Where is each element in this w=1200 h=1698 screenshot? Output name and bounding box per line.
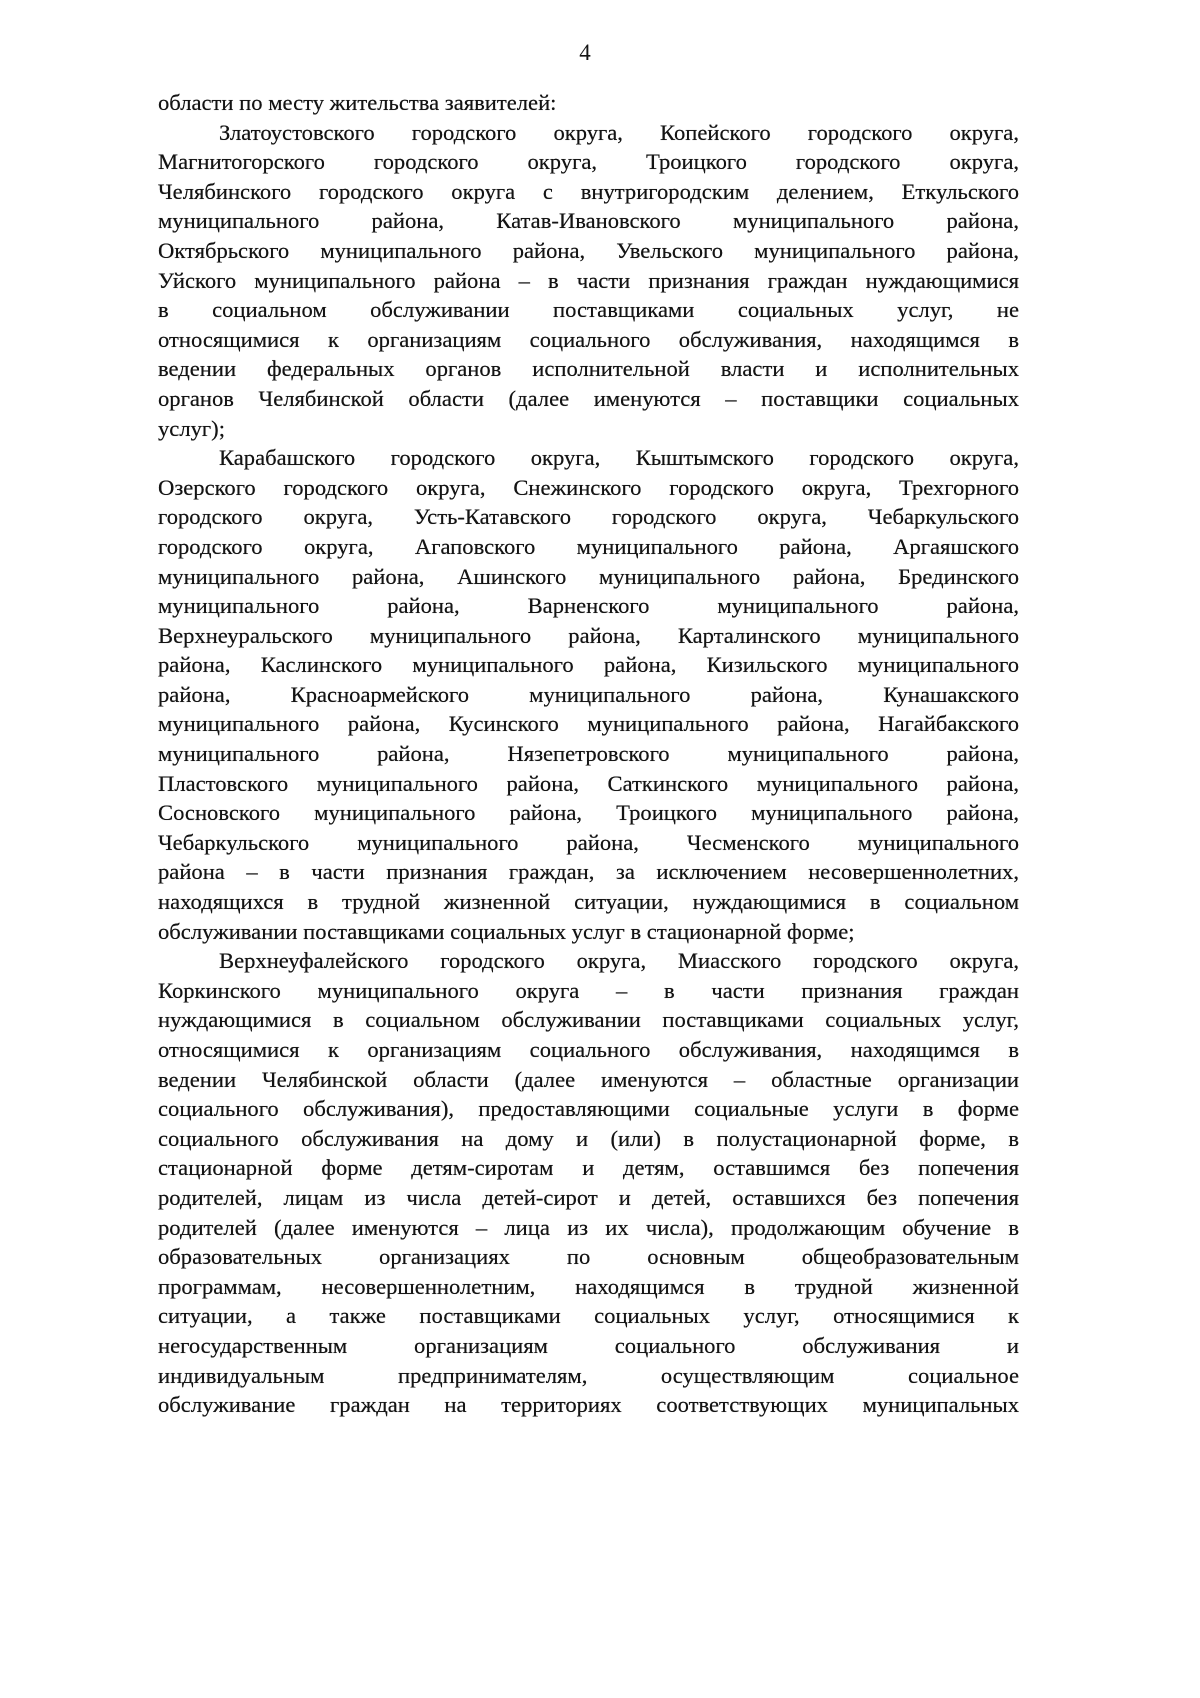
text-line: Пластовского муниципального района, Саткинского муниципального района, [158,770,1019,796]
text-line: родителей, лицам из числа детей-сирот и детей, оставшихся без попечения [158,1184,1019,1210]
page-number: 4 [579,40,591,65]
text-line: относящимися к организациям социального обслуживания, находящимся в [158,326,1019,352]
text-line: района, Красноармейского муниципального района, Кунашакского [158,681,1019,707]
text-line: области по месту жительства заявителей: [158,90,557,115]
text-line: городского округа, Усть-Катавского городского округа, Чебаркульского [158,504,1019,530]
paragraph [158,88,1019,118]
text-line: района – в части признания граждан, за исключением несовершеннолетних, [158,859,1019,885]
paragraph [158,118,1019,444]
text-line: негосударственным организациям социального обслуживания и [158,1332,1019,1358]
text-line: Сосновского муниципального района, Троицкого муниципального района, [158,800,1019,826]
text-line: муниципального района, Нязепетровского муниципального района, [158,741,1019,767]
paragraph [158,946,1019,1420]
text-line: Чебаркульского муниципального района, Чесменского муниципального [158,829,1019,855]
text-line: муниципального района, Ашинского муниципального района, Брединского [158,563,1019,589]
text-line: Челябинского городского округа с внутригородским делением, Еткульского [158,178,1019,204]
text-line: муниципального района, Кусинского муниципального района, Нагайбакского [158,711,1019,737]
text-line: Уйского муниципального района – в части признания граждан нуждающимися [158,267,1019,293]
text-line: Коркинского муниципального округа – в части признания граждан [158,977,1019,1003]
text-line: Магнитогорского городского округа, Троицкого городского округа, [158,149,1019,175]
text-line: обслуживании поставщиками социальных услуг в стационарной форме; [158,918,855,944]
text-line: городского округа, Агаповского муниципального района, Аргаяшского [158,533,1019,559]
text-line: муниципального района, Варненского муниципального района, [158,593,1019,619]
paragraph [158,443,1019,946]
text-line: ситуации, а также поставщиками социальных услуг, относящимися к [158,1303,1019,1329]
text-line: ведении Челябинской области (далее именуются – областные организации [158,1066,1019,1092]
text-line: Октябрьского муниципального района, Увельского муниципального района, [158,237,1019,263]
text-line: стационарной форме детям-сиротам и детям, оставшимся без попечения [158,1155,1019,1181]
text-line: Верхнеуральского муниципального района, Карталинского муниципального [158,622,1019,648]
text-line: находящихся в трудной жизненной ситуации, нуждающимися в социальном [158,889,1019,915]
text-line: нуждающимися в социальном обслуживании поставщиками социальных услуг, [158,1007,1019,1033]
text-line: родителей (далее именуются – лица из их числа), продолжающим обучение в [158,1214,1019,1240]
text-line: района, Каслинского муниципального района, Кизильского муниципального [158,652,1019,678]
text-line: Верхнеуфалейского городского округа, Миасского городского округа, [219,948,1019,974]
text-line: социального обслуживания на дому и (или) в полустационарной форме, в [158,1125,1019,1151]
text-line: ведении федеральных органов исполнительной власти и исполнительных [158,356,1019,382]
text-line: Златоустовского городского округа, Копейского городского округа, [219,119,1019,145]
text-line: индивидуальным предпринимателям, осуществляющим социальное [158,1362,1019,1388]
text-line: услуг); [158,415,225,441]
text-line: Карабашского городского округа, Кыштымского городского округа, [219,445,1019,471]
text-line: Озерского городского округа, Снежинского городского округа, Трехгорного [158,474,1019,500]
text-line: относящимися к организациям социального обслуживания, находящимся в [158,1037,1019,1062]
text-line: в социальном обслуживании поставщиками социальных услуг, не [158,297,1019,323]
text-line: социального обслуживания), предоставляющими социальные услуги в форме [158,1096,1019,1122]
text-line: программам, несовершеннолетним, находящимся в трудной жизненной [158,1273,1019,1299]
text-line: муниципального района, Катав-Ивановского муниципального района, [158,208,1019,234]
text-line: органов Челябинской области (далее именуются – поставщики социальных [158,385,1019,411]
text-line: образовательных организациях по основным общеобразовательным [158,1244,1019,1270]
text-line: обслуживание граждан на территориях соответствующих муниципальных [158,1392,1019,1418]
document-body [158,88,1019,1420]
